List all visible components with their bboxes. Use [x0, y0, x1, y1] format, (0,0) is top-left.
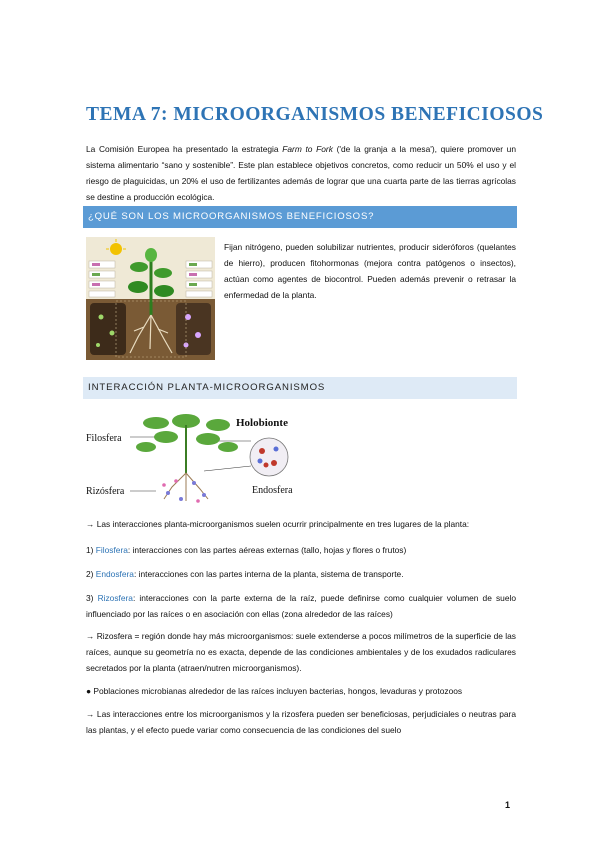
p-filosfera	[86, 542, 516, 558]
plant-microbes-illustration	[86, 237, 215, 360]
label-filosfera: Filosfera	[86, 433, 122, 444]
item-number: 2)	[86, 569, 96, 579]
term-rizosfera: Rizosfera	[97, 593, 133, 603]
item-number: 3)	[86, 593, 98, 603]
p-interaction-effects: → Las interacciones entre los microorganismos y la rizosfera pueden ser beneficiosas, perjudiciales o neutras para las plantas, y el efecto puede variar como consecuencia de las condiciones del suelo	[86, 709, 516, 735]
item-number: 1)	[86, 545, 96, 555]
term-endosfera: Endosfera	[95, 569, 134, 579]
label-endosfera: Endosfera	[252, 485, 293, 496]
label-rizosfera: Rizósfera	[86, 486, 125, 497]
section-heading-interaction: INTERACCIÓN PLANTA-MICROORGANISMOS	[83, 377, 517, 399]
beneficial-description: Fijan nitrógeno, pueden solubilizar nutrientes, producir sideróforos (quelantes de hierro), producen fitohormonas (mejora contra patógenos o insectos), actúan como agentes de biocontrol. Pueden además prevenir o retrasar la enfermedad de la planta.	[224, 242, 516, 300]
page-title: TEMA 7: MICROORGANISMOS BENEFICIOSOS	[86, 104, 544, 125]
item-text: : interacciones con la parte externa de la raíz, puede definirse como cualquier volumen de suelo influenciado por las raíces o en asociación con ellas (zona alrededor de las raíces)	[86, 593, 516, 619]
term-filosfera: Filosfera	[95, 545, 128, 555]
intro-emphasis: Farm to Fork	[282, 144, 333, 154]
p-endosfera	[86, 566, 516, 582]
p-rizosfera-definition: → Rizosfera = región donde hay más microorganismos: suele extenderse a pocos milímetros de la superficie de las raíces, aunque su geometría no es exacta, depende de las condiciones ambientales y de los exudados radiculares secretados por la planta (atraen/nutren microorganismos).	[86, 631, 516, 673]
item-text: : interacciones con las partes aéreas externas (tallo, hojas y flores o frutos)	[127, 545, 407, 555]
intro-text-start: La Comisión Europea ha presentado la estrategia	[86, 144, 283, 154]
p-rizosfera	[86, 590, 516, 622]
page-number: 1	[505, 800, 511, 810]
section-heading-beneficial: ¿QUÉ SON LOS MICROORGANISMOS BENEFICIOSOS?	[83, 206, 517, 228]
item-text: : interacciones con las partes interna de la planta, sistema de transporte.	[133, 569, 404, 579]
label-holobionte: Holobionte	[236, 417, 288, 429]
intro-paragraph	[86, 141, 516, 205]
holobiont-diagram	[86, 411, 301, 506]
intro-text-end: ('de la granja a la mesa'), quiere promover un sistema alimentario “sano y sostenible”. Este plan establece objetivos concretos, como reducir un 50% el uso y el riesgo de plaguicidas, un 20% el uso de fertilizantes además de lograr que una cuarta parte de las tierras agrícolas se destine a producción ecológica.	[86, 144, 516, 202]
p-microbial-populations: ● Poblaciones microbianas alrededor de las raíces incluyen bacterias, hongos, levaduras y protozoos	[86, 686, 463, 696]
p-interaction-intro: → Las interacciones planta-microorganismos suelen ocurrir principalmente en tres lugares de la planta:	[86, 519, 470, 529]
